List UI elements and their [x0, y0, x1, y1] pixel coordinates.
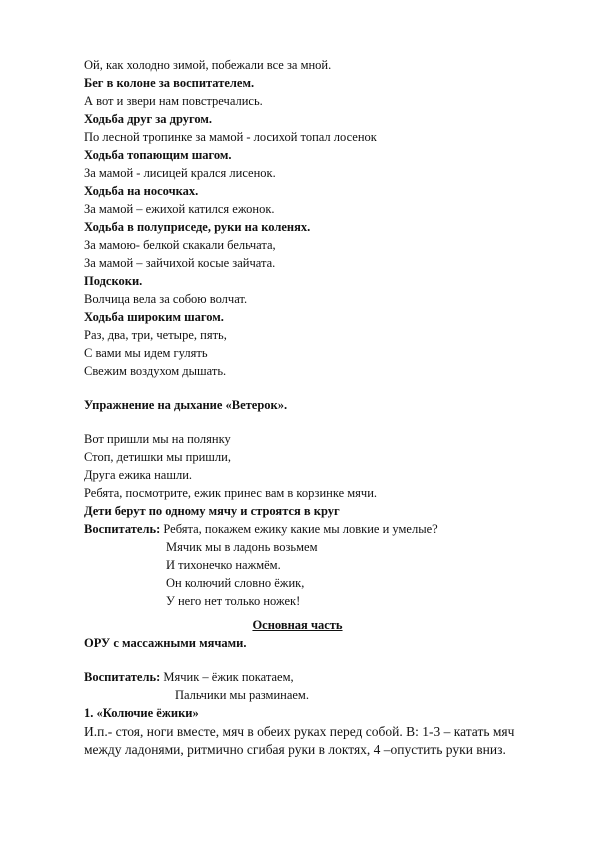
teacher-verse-line-2: Пальчики мы разминаем.: [175, 688, 309, 702]
poem-line-3: А вот и звери нам повстречались.: [84, 94, 263, 108]
meadow-line-1: Вот пришли мы на полянку: [84, 432, 231, 446]
teacher-verse-line-1: [84, 670, 294, 685]
meadow-line-5: Дети берут по одному мячу и строятся в круг: [84, 504, 340, 518]
poem-line-1: Ой, как холодно зимой, побежали все за мной.: [84, 58, 332, 72]
poem-line-9: За мамой – ежихой катился ежонок.: [84, 202, 275, 216]
poem-line-16: Раз, два, три, четыре, пять,: [84, 328, 227, 342]
exercise-text-line-2: между ладонями, ритмично сгибая руки в локтях, 4 –опустить руки вниз.: [84, 742, 506, 757]
exercise-title: 1. «Колючие ёжики»: [84, 706, 199, 720]
poem-line-2: Бег в колоне за воспитателем.: [84, 76, 255, 90]
poem-line-4: Ходьба друг за другом.: [84, 112, 213, 126]
poem-line-12: За мамой – зайчихой косые зайчата.: [84, 256, 276, 270]
teacher-label: Воспитатель:: [84, 522, 161, 536]
oru-title: ОРУ с массажными мячами.: [84, 636, 247, 650]
main-part-title: Основная часть: [252, 618, 343, 632]
main-part-heading: [0, 618, 595, 633]
poem-line-8: Ходьба на носочках.: [84, 184, 199, 198]
poem-line-5: По лесной тропинке за мамой - лосихой топал лосенок: [84, 130, 377, 144]
exercise-text-line-1: И.п.- стоя, ноги вместе, мяч в обеих руках перед собой. В: 1-3 – катать мяч: [84, 724, 515, 739]
teacher-question: Ребята, покажем ежику какие мы ловкие и умелые?: [160, 522, 438, 536]
teacher-question-line: [84, 522, 438, 537]
poem-line-10: Ходьба в полуприседе, руки на коленях.: [84, 220, 311, 234]
poem-line-6: Ходьба топающим шагом.: [84, 148, 232, 162]
poem-line-14: Волчица вела за собою волчат.: [84, 292, 248, 306]
poem-line-7: За мамой - лисицей крался лисенок.: [84, 166, 276, 180]
ball-poem-line-2: И тихонечко нажмём.: [166, 558, 281, 572]
teacher-label-2: Воспитатель:: [84, 670, 161, 684]
poem-line-13: Подскоки.: [84, 274, 143, 288]
poem-line-17: С вами мы идем гулять: [84, 346, 208, 360]
breathing-exercise-title: Упражнение на дыхание «Ветерок».: [84, 398, 288, 412]
poem-line-15: Ходьба широким шагом.: [84, 310, 224, 324]
meadow-line-4: Ребята, посмотрите, ежик принес вам в корзинке мячи.: [84, 486, 378, 500]
meadow-line-2: Стоп, детишки мы пришли,: [84, 450, 231, 464]
ball-poem-line-1: Мячик мы в ладонь возьмем: [166, 540, 318, 554]
poem-line-11: За мамою- белкой скакали бельчата,: [84, 238, 276, 252]
meadow-line-3: Друга ежика нашли.: [84, 468, 193, 482]
ball-poem-line-3: Он колючий словно ёжик,: [166, 576, 305, 590]
ball-poem-line-4: У него нет только ножек!: [166, 594, 301, 608]
poem-line-18: Свежим воздухом дышать.: [84, 364, 227, 378]
teacher-verse-text-1: Мячик – ёжик покатаем,: [160, 670, 294, 684]
